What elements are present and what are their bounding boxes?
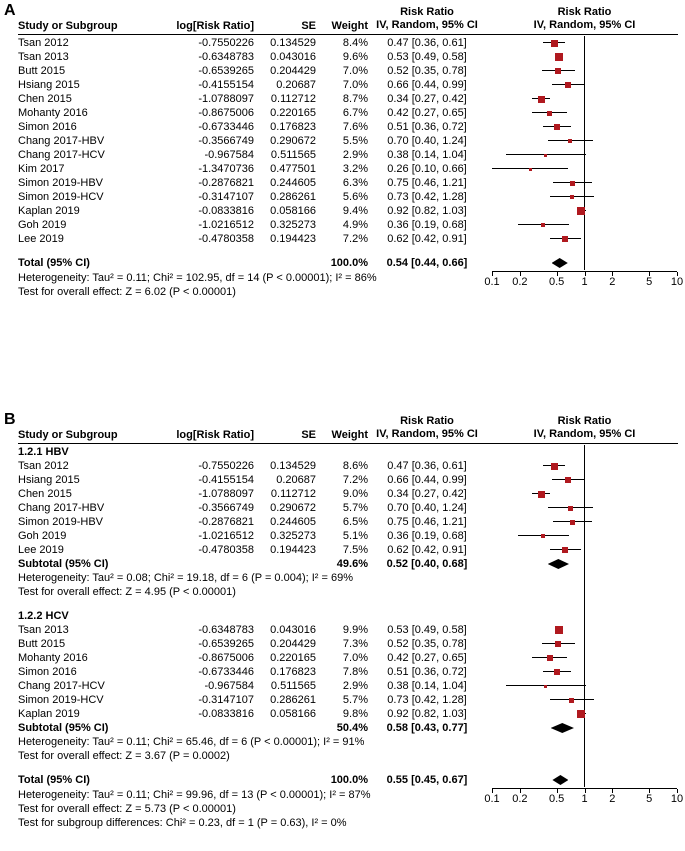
ci-text: 0.34 [0.27, 0.42] bbox=[387, 93, 467, 105]
weight-value: 7.8% bbox=[342, 666, 368, 678]
study-name: Chang 2017-HCV bbox=[18, 149, 105, 161]
stats-note: Heterogeneity: Tau² = 0.11; Chi² = 65.46, df = 6 (P < 0.00001); I² = 91% bbox=[18, 736, 365, 748]
log-risk-ratio-value: -0.2876821 bbox=[198, 177, 254, 189]
forest-row-study bbox=[18, 459, 678, 473]
forest-row-study bbox=[18, 218, 678, 232]
weight-value: 8.6% bbox=[342, 460, 368, 472]
log-risk-ratio-value: -0.4780358 bbox=[198, 544, 254, 556]
col-header-study-or-subgroup: Study or Subgroup bbox=[18, 429, 118, 441]
weight-value: 8.7% bbox=[342, 93, 368, 105]
col-header-log-risk-ratio: log[Risk Ratio] bbox=[176, 20, 254, 32]
se-value: 0.286261 bbox=[270, 694, 316, 706]
risk-ratio-plot-header-line2: IV, Random, 95% CI bbox=[533, 19, 636, 31]
study-name: Butt 2015 bbox=[18, 65, 66, 77]
forest-row-study bbox=[18, 693, 678, 707]
se-value: 0.290672 bbox=[270, 502, 316, 514]
table-header-row bbox=[18, 415, 678, 444]
weight-value: 6.7% bbox=[342, 107, 368, 119]
stats-note: Test for overall effect: Z = 3.67 (P = 0.0002) bbox=[18, 750, 230, 762]
weight-value: 7.0% bbox=[342, 65, 368, 77]
se-value: 0.220165 bbox=[270, 107, 316, 119]
risk-ratio-plot-header-line2: IV, Random, 95% CI bbox=[533, 428, 636, 440]
forest-row-note bbox=[18, 749, 678, 763]
col-header-risk-ratio-plot bbox=[492, 6, 677, 32]
pooled-diamond bbox=[548, 559, 569, 569]
forest-row-study bbox=[18, 665, 678, 679]
log-risk-ratio-value: -1.0216512 bbox=[198, 530, 254, 542]
forest-row-study bbox=[18, 120, 678, 134]
se-value: 0.20687 bbox=[276, 474, 316, 486]
weight-value: 6.3% bbox=[342, 177, 368, 189]
effect-marker bbox=[544, 154, 547, 157]
forest-row-total bbox=[18, 256, 678, 270]
forest-row-study bbox=[18, 134, 678, 148]
se-value: 0.244605 bbox=[270, 516, 316, 528]
log-risk-ratio-value: -0.6733446 bbox=[198, 121, 254, 133]
risk-ratio-plot-header-line1: Risk Ratio bbox=[557, 415, 612, 427]
footnote-line: Test for overall effect: Z = 5.73 (P < 0.00001) bbox=[18, 803, 236, 815]
ci-text: 0.62 [0.42, 0.91] bbox=[387, 544, 467, 556]
forest-row-note bbox=[18, 735, 678, 749]
log-risk-ratio-value: -0.4780358 bbox=[198, 233, 254, 245]
footnotes bbox=[18, 788, 486, 830]
se-value: 0.176823 bbox=[270, 121, 316, 133]
pooled-ci-text: 0.54 [0.44, 0.66] bbox=[386, 257, 468, 269]
study-name: Simon 2016 bbox=[18, 666, 77, 678]
pooled-ci-text: 0.58 [0.43, 0.77] bbox=[386, 722, 468, 734]
ci-text: 0.47 [0.36, 0.61] bbox=[387, 37, 467, 49]
forest-row-study bbox=[18, 162, 678, 176]
forest-table-b bbox=[18, 415, 684, 830]
ci-text: 0.92 [0.82, 1.03] bbox=[387, 708, 467, 720]
forest-row-study bbox=[18, 623, 678, 637]
log-risk-ratio-value: -0.3147107 bbox=[198, 191, 254, 203]
col-header-se: SE bbox=[301, 20, 316, 32]
weight-value: 7.0% bbox=[342, 79, 368, 91]
se-value: 0.204429 bbox=[270, 65, 316, 77]
forest-table-a bbox=[18, 6, 684, 299]
study-name: Lee 2019 bbox=[18, 544, 64, 556]
log-risk-ratio-value: -0.967584 bbox=[204, 149, 254, 161]
subgroup-label: 1.2.1 HBV bbox=[18, 446, 69, 458]
forest-rows bbox=[18, 36, 678, 270]
ci-text: 0.70 [0.40, 1.24] bbox=[387, 502, 467, 514]
risk-ratio-header-line1: Risk Ratio bbox=[400, 415, 454, 427]
forest-row-study bbox=[18, 679, 678, 693]
ci-text: 0.36 [0.19, 0.68] bbox=[387, 219, 467, 231]
ci-text: 0.66 [0.44, 0.99] bbox=[387, 79, 467, 91]
study-name: Simon 2016 bbox=[18, 121, 77, 133]
forest-row-subtotal bbox=[18, 721, 678, 735]
axis-tick-label: 5 bbox=[646, 793, 653, 805]
effect-marker bbox=[529, 168, 532, 171]
forest-row-study bbox=[18, 148, 678, 162]
forest-row-study bbox=[18, 473, 678, 487]
se-value: 0.176823 bbox=[270, 666, 316, 678]
ci-text: 0.52 [0.35, 0.78] bbox=[387, 65, 467, 77]
weight-value: 7.6% bbox=[342, 121, 368, 133]
log-risk-ratio-value: -1.3470736 bbox=[198, 163, 254, 175]
stats-note: Test for overall effect: Z = 4.95 (P < 0.00001) bbox=[18, 586, 236, 598]
weight-value: 5.1% bbox=[342, 530, 368, 542]
study-name: Mohanty 2016 bbox=[18, 652, 88, 664]
effect-marker bbox=[562, 547, 568, 553]
subgroup-label: 1.2.2 HCV bbox=[18, 610, 69, 622]
forest-row-spacer bbox=[18, 599, 678, 609]
se-value: 0.20687 bbox=[276, 79, 316, 91]
log-risk-ratio-value: -0.8675006 bbox=[198, 652, 254, 664]
pooled-ci-text: 0.52 [0.40, 0.68] bbox=[386, 558, 468, 570]
axis-tick-label: 10 bbox=[670, 793, 684, 805]
effect-marker bbox=[565, 82, 571, 88]
ci-text: 0.62 [0.42, 0.91] bbox=[387, 233, 467, 245]
study-name: Tsan 2013 bbox=[18, 51, 69, 63]
weight-value: 5.5% bbox=[342, 135, 368, 147]
weight-value: 5.7% bbox=[342, 694, 368, 706]
study-name: Butt 2015 bbox=[18, 638, 66, 650]
se-value: 0.134529 bbox=[270, 460, 316, 472]
pooled-label: Total (95% CI) bbox=[18, 257, 90, 269]
effect-marker bbox=[538, 491, 545, 498]
stats-note: Heterogeneity: Tau² = 0.08; Chi² = 19.18, df = 6 (P = 0.004); I² = 69% bbox=[18, 572, 353, 584]
weight-value: 7.0% bbox=[342, 652, 368, 664]
effect-marker bbox=[551, 463, 558, 470]
log-risk-ratio-value: -0.4155154 bbox=[198, 474, 254, 486]
se-value: 0.043016 bbox=[270, 51, 316, 63]
study-name: Lee 2019 bbox=[18, 233, 64, 245]
weight-value: 2.9% bbox=[342, 149, 368, 161]
forest-row-study bbox=[18, 529, 678, 543]
axis-tick-label: 2 bbox=[609, 276, 616, 288]
footnote-line: Heterogeneity: Tau² = 0.11; Chi² = 99.96, df = 13 (P < 0.00001); I² = 87% bbox=[18, 789, 371, 801]
weight-value: 9.9% bbox=[342, 624, 368, 636]
ci-text: 0.51 [0.36, 0.72] bbox=[387, 121, 467, 133]
axis-tick-label: 1 bbox=[581, 793, 588, 805]
se-value: 0.204429 bbox=[270, 638, 316, 650]
ci-text: 0.34 [0.27, 0.42] bbox=[387, 488, 467, 500]
log-risk-ratio-value: -0.3566749 bbox=[198, 502, 254, 514]
effect-marker bbox=[568, 139, 572, 143]
forest-plot-panel-a bbox=[4, 2, 685, 299]
se-value: 0.325273 bbox=[270, 219, 316, 231]
x-axis bbox=[484, 271, 684, 294]
log-risk-ratio-value: -0.6348783 bbox=[198, 624, 254, 636]
line-of-no-effect bbox=[584, 445, 585, 787]
forest-row-spacer bbox=[18, 246, 678, 256]
table-header-row bbox=[18, 6, 678, 35]
weight-value: 7.2% bbox=[342, 474, 368, 486]
log-risk-ratio-value: -1.0788097 bbox=[198, 488, 254, 500]
study-name: Chang 2017-HBV bbox=[18, 135, 105, 147]
log-risk-ratio-value: -0.6348783 bbox=[198, 51, 254, 63]
log-risk-ratio-value: -0.7550226 bbox=[198, 37, 254, 49]
ci-text: 0.75 [0.46, 1.21] bbox=[387, 516, 467, 528]
pooled-label: Total (95% CI) bbox=[18, 774, 90, 786]
effect-marker bbox=[554, 669, 560, 675]
forest-row-study bbox=[18, 232, 678, 246]
pooled-diamond bbox=[551, 723, 574, 733]
forest-row-study bbox=[18, 651, 678, 665]
study-name: Goh 2019 bbox=[18, 219, 67, 231]
effect-marker bbox=[555, 626, 563, 634]
se-value: 0.477501 bbox=[270, 163, 316, 175]
forest-row-group bbox=[18, 609, 678, 623]
study-name: Hsiang 2015 bbox=[18, 79, 80, 91]
ci-text: 0.92 [0.82, 1.03] bbox=[387, 205, 467, 217]
axis-tick-label: 0.2 bbox=[512, 276, 528, 288]
study-name: Kaplan 2019 bbox=[18, 708, 80, 720]
ci-text: 0.66 [0.44, 0.99] bbox=[387, 474, 467, 486]
pooled-weight: 50.4% bbox=[336, 722, 368, 734]
weight-value: 6.5% bbox=[342, 516, 368, 528]
footnote-line: Test for overall effect: Z = 6.02 (P < 0.00001) bbox=[18, 286, 236, 298]
se-value: 0.112712 bbox=[270, 488, 316, 500]
risk-ratio-header-line1: Risk Ratio bbox=[400, 6, 454, 18]
effect-marker bbox=[569, 698, 574, 703]
col-header-se: SE bbox=[301, 429, 316, 441]
study-name: Simon 2019-HCV bbox=[18, 191, 104, 203]
se-value: 0.058166 bbox=[270, 205, 316, 217]
study-name: Simon 2019-HCV bbox=[18, 694, 104, 706]
col-header-risk-ratio-plot bbox=[492, 415, 677, 441]
se-value: 0.220165 bbox=[270, 652, 316, 664]
log-risk-ratio-value: -0.8675006 bbox=[198, 107, 254, 119]
study-name: Chang 2017-HCV bbox=[18, 680, 105, 692]
axis-tick-label: 1 bbox=[581, 276, 588, 288]
ci-text: 0.26 [0.10, 0.66] bbox=[387, 163, 467, 175]
forest-row-total bbox=[18, 773, 678, 787]
effect-marker bbox=[565, 477, 571, 483]
effect-marker bbox=[541, 223, 545, 227]
weight-value: 4.9% bbox=[342, 219, 368, 231]
ci-text: 0.42 [0.27, 0.65] bbox=[387, 652, 467, 664]
weight-value: 9.8% bbox=[342, 708, 368, 720]
study-name: Mohanty 2016 bbox=[18, 107, 88, 119]
effect-marker bbox=[570, 181, 575, 186]
log-risk-ratio-value: -0.2876821 bbox=[198, 516, 254, 528]
effect-marker bbox=[570, 520, 575, 525]
forest-row-study bbox=[18, 92, 678, 106]
ci-text: 0.42 [0.27, 0.65] bbox=[387, 107, 467, 119]
se-value: 0.194423 bbox=[270, 233, 316, 245]
weight-value: 5.6% bbox=[342, 191, 368, 203]
effect-marker bbox=[554, 124, 560, 130]
ci-text: 0.38 [0.14, 1.04] bbox=[387, 680, 467, 692]
log-risk-ratio-value: -0.967584 bbox=[204, 680, 254, 692]
ci-text: 0.73 [0.42, 1.28] bbox=[387, 191, 467, 203]
pooled-diamond bbox=[552, 258, 568, 268]
weight-value: 2.9% bbox=[342, 680, 368, 692]
pooled-weight: 100.0% bbox=[330, 774, 368, 786]
risk-ratio-plot-header-line1: Risk Ratio bbox=[557, 6, 612, 18]
weight-value: 9.6% bbox=[342, 51, 368, 63]
se-value: 0.290672 bbox=[270, 135, 316, 147]
footnotes bbox=[18, 271, 486, 299]
forest-row-study bbox=[18, 106, 678, 120]
forest-plot-panel-b bbox=[4, 411, 685, 830]
weight-value: 9.4% bbox=[342, 205, 368, 217]
log-risk-ratio-value: -1.0788097 bbox=[198, 93, 254, 105]
log-risk-ratio-value: -0.6539265 bbox=[198, 65, 254, 77]
panel-label-a: A bbox=[4, 2, 16, 19]
footnote-line: Heterogeneity: Tau² = 0.11; Chi² = 102.95, df = 14 (P < 0.00001); I² = 86% bbox=[18, 272, 377, 284]
panel-footer bbox=[18, 271, 684, 299]
weight-value: 7.2% bbox=[342, 233, 368, 245]
pooled-label: Subtotal (95% CI) bbox=[18, 558, 109, 570]
axis-tick-label: 0.2 bbox=[512, 793, 528, 805]
forest-row-study bbox=[18, 190, 678, 204]
risk-ratio-header-line2: IV, Random, 95% CI bbox=[376, 428, 478, 440]
ci-text: 0.36 [0.19, 0.68] bbox=[387, 530, 467, 542]
forest-row-spacer bbox=[18, 763, 678, 773]
col-header-log-risk-ratio: log[Risk Ratio] bbox=[176, 429, 254, 441]
se-value: 0.325273 bbox=[270, 530, 316, 542]
se-value: 0.194423 bbox=[270, 544, 316, 556]
study-name: Tsan 2012 bbox=[18, 37, 69, 49]
effect-marker bbox=[577, 710, 585, 718]
se-value: 0.286261 bbox=[270, 191, 316, 203]
log-risk-ratio-value: -0.4155154 bbox=[198, 79, 254, 91]
effect-marker bbox=[577, 207, 585, 215]
effect-marker bbox=[570, 195, 574, 199]
ci-text: 0.52 [0.35, 0.78] bbox=[387, 638, 467, 650]
se-value: 0.511565 bbox=[270, 149, 316, 161]
col-header-risk-ratio-text bbox=[368, 415, 486, 441]
forest-row-study bbox=[18, 501, 678, 515]
forest-row-study bbox=[18, 515, 678, 529]
risk-ratio-header-line2: IV, Random, 95% CI bbox=[376, 19, 478, 31]
axis-tick-label: 2 bbox=[609, 793, 616, 805]
axis-tick-label: 0.5 bbox=[548, 276, 565, 288]
ci-text: 0.38 [0.14, 1.04] bbox=[387, 149, 467, 161]
study-name: Tsan 2013 bbox=[18, 624, 69, 636]
pooled-diamond bbox=[552, 775, 568, 785]
axis-tick-label: 0.5 bbox=[548, 793, 565, 805]
se-value: 0.058166 bbox=[270, 708, 316, 720]
ci-text: 0.47 [0.36, 0.61] bbox=[387, 460, 467, 472]
forest-row-study bbox=[18, 637, 678, 651]
effect-marker bbox=[555, 641, 561, 647]
col-header-weight: Weight bbox=[331, 20, 368, 32]
se-value: 0.043016 bbox=[270, 624, 316, 636]
study-name: Simon 2019-HBV bbox=[18, 177, 103, 189]
log-risk-ratio-value: -0.3147107 bbox=[198, 694, 254, 706]
forest-row-study bbox=[18, 204, 678, 218]
se-value: 0.244605 bbox=[270, 177, 316, 189]
ci-text: 0.75 [0.46, 1.21] bbox=[387, 177, 467, 189]
forest-row-study bbox=[18, 487, 678, 501]
effect-marker bbox=[541, 534, 545, 538]
study-name: Kaplan 2019 bbox=[18, 205, 80, 217]
se-value: 0.511565 bbox=[270, 680, 316, 692]
forest-row-study bbox=[18, 36, 678, 50]
study-name: Hsiang 2015 bbox=[18, 474, 80, 486]
axis-tick-label: 5 bbox=[646, 276, 653, 288]
ci-text: 0.73 [0.42, 1.28] bbox=[387, 694, 467, 706]
pooled-weight: 49.6% bbox=[336, 558, 368, 570]
pooled-weight: 100.0% bbox=[330, 257, 368, 269]
effect-marker bbox=[547, 111, 552, 116]
weight-value: 5.7% bbox=[342, 502, 368, 514]
study-name: Chang 2017-HBV bbox=[18, 502, 105, 514]
x-axis bbox=[484, 788, 684, 811]
effect-marker bbox=[547, 655, 553, 661]
study-name: Chen 2015 bbox=[18, 93, 72, 105]
effect-marker bbox=[555, 53, 563, 61]
axis-tick-label: 10 bbox=[670, 276, 684, 288]
effect-marker bbox=[555, 68, 561, 74]
weight-value: 7.5% bbox=[342, 544, 368, 556]
log-risk-ratio-value: -0.7550226 bbox=[198, 460, 254, 472]
forest-row-study bbox=[18, 50, 678, 64]
weight-value: 8.4% bbox=[342, 37, 368, 49]
study-name: Simon 2019-HBV bbox=[18, 516, 103, 528]
effect-marker bbox=[568, 506, 573, 511]
se-value: 0.112712 bbox=[270, 93, 316, 105]
study-name: Tsan 2012 bbox=[18, 460, 69, 472]
forest-row-study bbox=[18, 78, 678, 92]
footnote-line: Test for subgroup differences: Chi² = 0.23, df = 1 (P = 0.63), I² = 0% bbox=[18, 817, 347, 829]
log-risk-ratio-value: -0.6539265 bbox=[198, 638, 254, 650]
ci-text: 0.70 [0.40, 1.24] bbox=[387, 135, 467, 147]
log-risk-ratio-value: -1.0216512 bbox=[198, 219, 254, 231]
panel-footer bbox=[18, 788, 684, 830]
se-value: 0.134529 bbox=[270, 37, 316, 49]
col-header-weight: Weight bbox=[331, 429, 368, 441]
effect-marker bbox=[538, 96, 545, 103]
effect-marker bbox=[562, 236, 568, 242]
axis-tick-label: 0.1 bbox=[484, 793, 500, 805]
log-risk-ratio-value: -0.0833816 bbox=[198, 708, 254, 720]
panel-label-b: B bbox=[4, 411, 16, 428]
forest-row-note bbox=[18, 571, 678, 585]
effect-marker bbox=[544, 685, 547, 688]
ci-text: 0.53 [0.49, 0.58] bbox=[387, 51, 467, 63]
pooled-label: Subtotal (95% CI) bbox=[18, 722, 109, 734]
forest-row-study bbox=[18, 707, 678, 721]
weight-value: 9.0% bbox=[342, 488, 368, 500]
pooled-ci-text: 0.55 [0.45, 0.67] bbox=[386, 774, 468, 786]
forest-row-study bbox=[18, 543, 678, 557]
axis-tick-label: 0.1 bbox=[484, 276, 500, 288]
weight-value: 7.3% bbox=[342, 638, 368, 650]
forest-row-note bbox=[18, 585, 678, 599]
col-header-risk-ratio-text bbox=[368, 6, 486, 32]
effect-marker bbox=[551, 40, 558, 47]
ci-text: 0.51 [0.36, 0.72] bbox=[387, 666, 467, 678]
study-name: Kim 2017 bbox=[18, 163, 65, 175]
line-of-no-effect bbox=[584, 36, 585, 270]
study-name: Chen 2015 bbox=[18, 488, 72, 500]
forest-rows bbox=[18, 445, 678, 787]
ci-text: 0.53 [0.49, 0.58] bbox=[387, 624, 467, 636]
forest-row-group bbox=[18, 445, 678, 459]
forest-row-study bbox=[18, 176, 678, 190]
forest-row-study bbox=[18, 64, 678, 78]
col-header-study-or-subgroup: Study or Subgroup bbox=[18, 20, 118, 32]
log-risk-ratio-value: -0.3566749 bbox=[198, 135, 254, 147]
forest-row-subtotal bbox=[18, 557, 678, 571]
weight-value: 3.2% bbox=[342, 163, 368, 175]
log-risk-ratio-value: -0.0833816 bbox=[198, 205, 254, 217]
study-name: Goh 2019 bbox=[18, 530, 67, 542]
log-risk-ratio-value: -0.6733446 bbox=[198, 666, 254, 678]
